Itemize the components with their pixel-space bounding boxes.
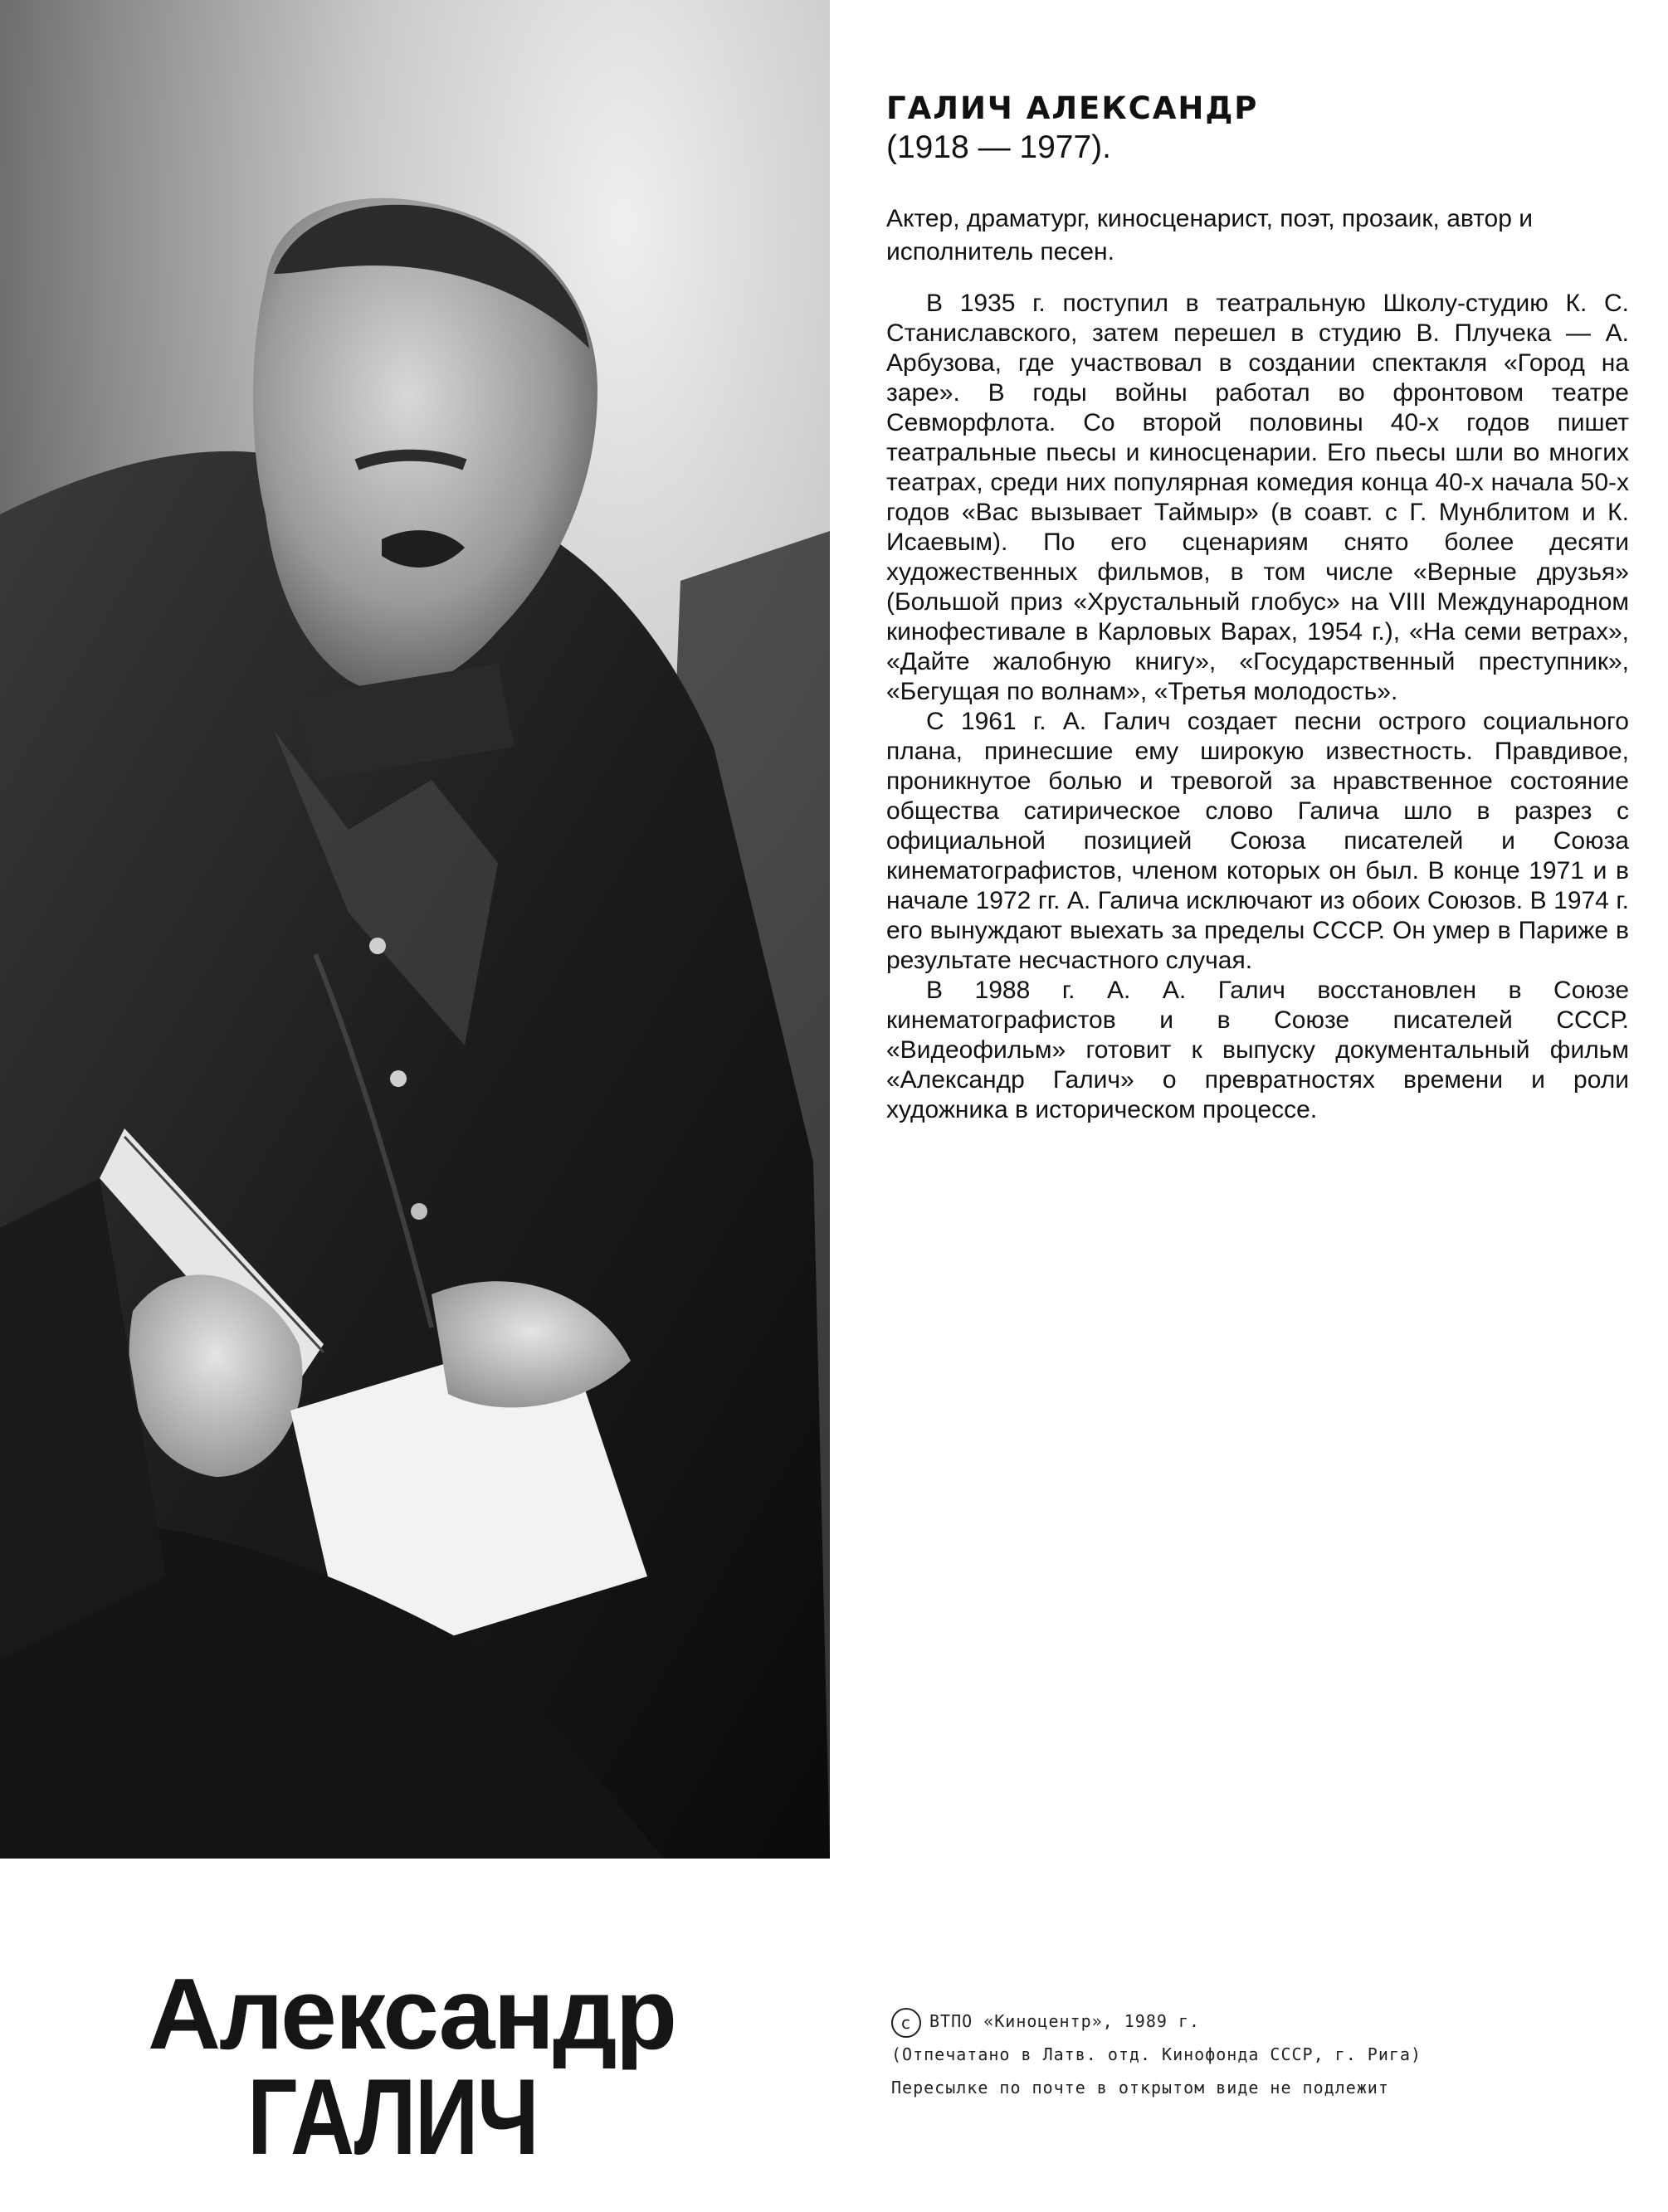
imprint-publisher: ВТПО «Киноцентр», 1989 г. xyxy=(929,2011,1201,2031)
imprint-line-2: (Отпечатано в Латв. отд. Кинофонда СССР, г. Рига) xyxy=(891,2044,1422,2064)
bio-paragraph-2: С 1961 г. А. Галич создает песни острого социального плана, принесшие ему широкую известность. Правдивое, проникнутое болью и тревогой за нравственное состояние общества сатирическое слово Галича шло в разрез с официальной позицией Союза писателей и Союза кинематографистов, членом которых он был. В конце 1971 и в начале 1972 гг. А. Галича исключают из обоих Союзов. В 1974 г. его вынуждают выехать за пределы СССР. Он умер в Париже в результате несчастного случая. xyxy=(886,708,1629,974)
big-title xyxy=(148,1957,676,2177)
portrait-photo-icon xyxy=(0,0,830,1859)
portrait-photo xyxy=(0,0,830,1859)
title-surname: ГАЛИЧ xyxy=(247,2056,539,2177)
imprint-line-1 xyxy=(891,2005,1422,2038)
imprint-line-3: Пересылке по почте в открытом виде не подлежит xyxy=(891,2078,1389,2098)
title-first-name: Александр xyxy=(148,1957,676,2070)
bio-name-heading: ГАЛИЧ АЛЕКСАНДР xyxy=(886,90,1259,126)
bio-years: (1918 — 1977). xyxy=(886,129,1112,165)
bio-paragraph-3: В 1988 г. А. А. Галич восстановлен в Союзе кинематографистов и в Союзе писателей СССР. «Видеофильм» готовит к выпуску документальный фильм «Александр Галич» о превратностях времени и роли художника в историческом процессе. xyxy=(886,977,1629,1123)
imprint-block xyxy=(891,2005,1422,2104)
bio-intro: Актер, драматург, киносценарист, поэт, прозаик, автор и исполнитель песен. xyxy=(886,205,1534,266)
biography-block xyxy=(886,90,1629,1125)
bio-paragraph-1: В 1935 г. поступил в театральную Школу-студию К. С. Станиславского, затем перешел в студию В. Плучека — А. Арбузова, где участвовал в создании спектакля «Город на заре». В годы войны работал во фронтовом театре Севморфлота. Со второй половины 40-х годов пишет театральные пьесы и киносценарии. Его пьесы шли во многих театрах, среди них популярная комедия конца 40-х начала 50-х годов «Вас вызывает Таймыр» (в соавт. с Г. Мунблитом и К. Исаевым). По его сценариям снято более десяти художественных фильмов, в том числе «Верные друзья» (Большой приз «Хрустальный глобус» на VIII Международном кинофестивале в Карловых Варах, 1954 г.), «На семи ветрах», «Дайте жалобную книгу», «Государственный преступник», «Бегущая по волнам», «Третья молодость». xyxy=(886,290,1629,705)
copyright-icon: c xyxy=(891,2008,921,2038)
